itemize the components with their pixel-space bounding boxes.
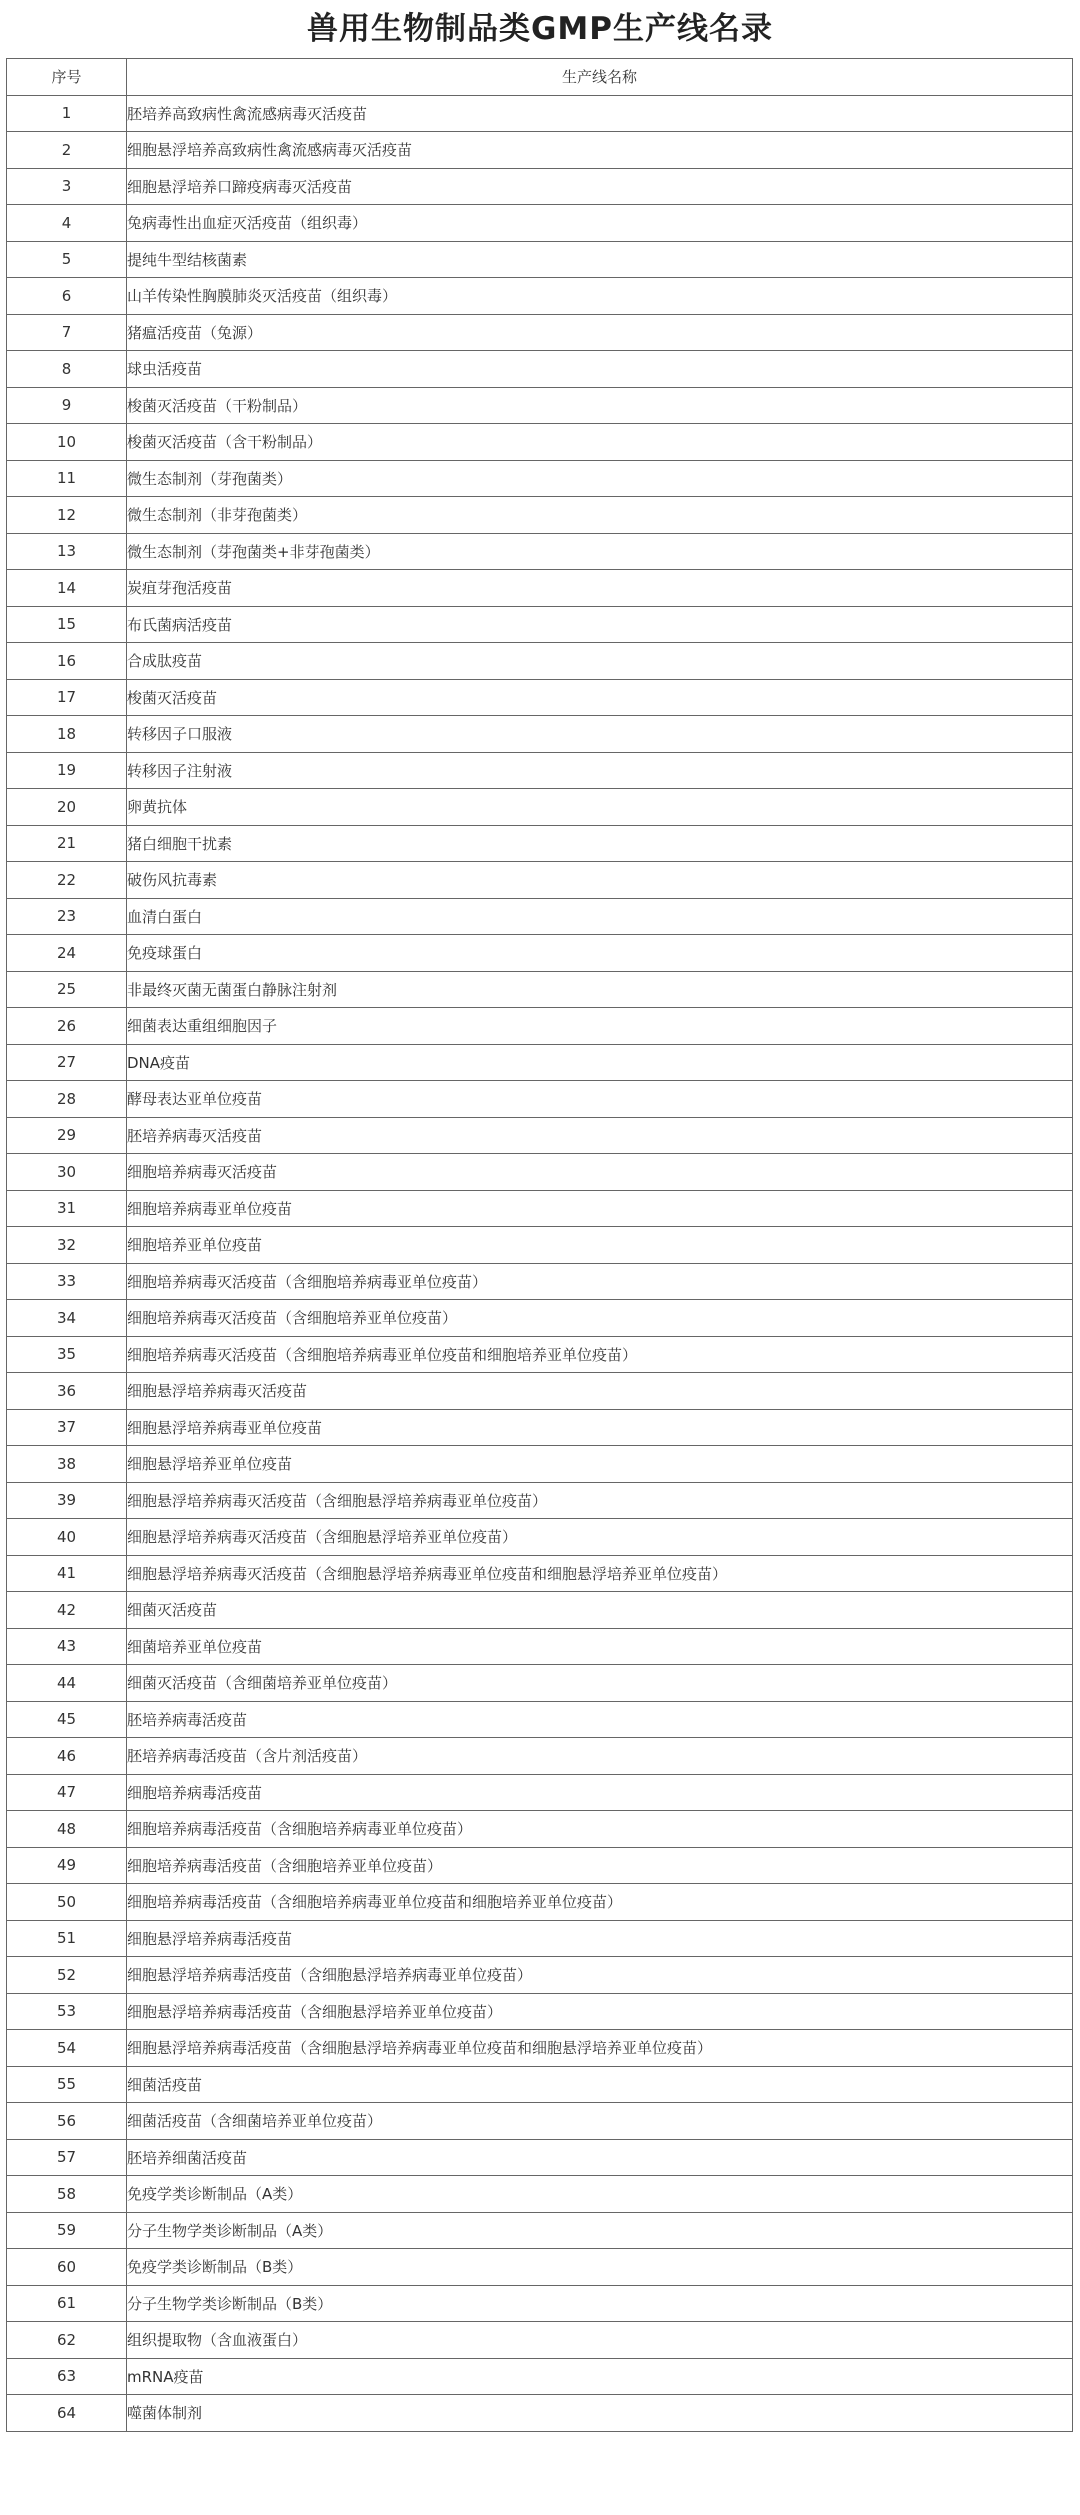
production-line-name-cell: 细胞培养病毒活疫苗（含细胞培养病毒亚单位疫苗和细胞培养亚单位疫苗）: [127, 1884, 1073, 1921]
production-line-name-cell: 胚培养病毒活疫苗: [127, 1701, 1073, 1738]
production-line-name-cell: mRNA疫苗: [127, 2358, 1073, 2395]
serial-number-cell: 27: [7, 1044, 127, 1081]
production-line-name-cell: 分子生物学类诊断制品（B类）: [127, 2285, 1073, 2322]
table-row: [7, 2285, 1073, 2322]
production-line-name-cell: 噬菌体制剂: [127, 2395, 1073, 2432]
table-row: [7, 2139, 1073, 2176]
production-line-name-cell: 山羊传染性胸膜肺炎灭活疫苗（组织毒）: [127, 278, 1073, 315]
production-line-name-cell: 细胞悬浮培养病毒活疫苗（含细胞悬浮培养亚单位疫苗）: [127, 1993, 1073, 2030]
serial-number-cell: 29: [7, 1117, 127, 1154]
table-row: [7, 606, 1073, 643]
serial-number-cell: 2: [7, 132, 127, 169]
production-line-name-cell: 细胞悬浮培养病毒活疫苗（含细胞悬浮培养病毒亚单位疫苗）: [127, 1957, 1073, 1994]
table-row: [7, 2212, 1073, 2249]
serial-number-cell: 54: [7, 2030, 127, 2067]
production-line-name-cell: 免疫球蛋白: [127, 935, 1073, 972]
serial-number-cell: 5: [7, 241, 127, 278]
table-row: [7, 1081, 1073, 1118]
production-line-name-cell: 炭疽芽孢活疫苗: [127, 570, 1073, 607]
production-line-name-cell: 胚培养病毒灭活疫苗: [127, 1117, 1073, 1154]
serial-number-cell: 55: [7, 2066, 127, 2103]
production-line-name-cell: 免疫学类诊断制品（A类）: [127, 2176, 1073, 2213]
serial-number-cell: 36: [7, 1373, 127, 1410]
production-line-name-cell: 细菌活疫苗（含细菌培养亚单位疫苗）: [127, 2103, 1073, 2140]
serial-number-cell: 47: [7, 1774, 127, 1811]
production-line-name-cell: 免疫学类诊断制品（B类）: [127, 2249, 1073, 2286]
table-header-row: [7, 59, 1073, 96]
serial-number-cell: 23: [7, 898, 127, 935]
production-line-name-cell: 细菌灭活疫苗（含细菌培养亚单位疫苗）: [127, 1665, 1073, 1702]
table-row: [7, 1811, 1073, 1848]
table-row: [7, 1701, 1073, 1738]
serial-number-cell: 63: [7, 2358, 127, 2395]
table-row: [7, 2176, 1073, 2213]
production-line-name-cell: 细胞培养病毒亚单位疫苗: [127, 1190, 1073, 1227]
table-row: [7, 789, 1073, 826]
table-row: [7, 1665, 1073, 1702]
serial-number-cell: 35: [7, 1336, 127, 1373]
table-row: [7, 1957, 1073, 1994]
production-line-name-cell: 细胞悬浮培养病毒灭活疫苗: [127, 1373, 1073, 1410]
serial-number-cell: 3: [7, 168, 127, 205]
serial-number-cell: 17: [7, 679, 127, 716]
serial-number-cell: 20: [7, 789, 127, 826]
table-row: [7, 278, 1073, 315]
serial-number-cell: 6: [7, 278, 127, 315]
production-line-name-cell: 细菌灭活疫苗: [127, 1592, 1073, 1629]
production-line-name-cell: 细胞悬浮培养亚单位疫苗: [127, 1446, 1073, 1483]
serial-number-cell: 52: [7, 1957, 127, 1994]
production-line-name-cell: 胚培养病毒活疫苗（含片剂活疫苗）: [127, 1738, 1073, 1775]
serial-number-cell: 12: [7, 497, 127, 534]
table-row: [7, 1117, 1073, 1154]
production-line-name-cell: 细胞悬浮培养病毒灭活疫苗（含细胞悬浮培养病毒亚单位疫苗）: [127, 1482, 1073, 1519]
serial-number-cell: 9: [7, 387, 127, 424]
table-row: [7, 351, 1073, 388]
production-line-name-cell: 细胞悬浮培养病毒灭活疫苗（含细胞悬浮培养病毒亚单位疫苗和细胞悬浮培养亚单位疫苗）: [127, 1555, 1073, 1592]
serial-number-cell: 48: [7, 1811, 127, 1848]
serial-number-cell: 41: [7, 1555, 127, 1592]
table-row: [7, 1300, 1073, 1337]
production-line-name-cell: 细胞培养病毒活疫苗: [127, 1774, 1073, 1811]
serial-number-cell: 57: [7, 2139, 127, 2176]
serial-number-cell: 49: [7, 1847, 127, 1884]
table-row: [7, 1008, 1073, 1045]
production-line-name-cell: 提纯牛型结核菌素: [127, 241, 1073, 278]
production-line-name-cell: 细胞悬浮培养病毒亚单位疫苗: [127, 1409, 1073, 1446]
serial-number-cell: 24: [7, 935, 127, 972]
table-row: [7, 1738, 1073, 1775]
production-line-name-cell: 细菌培养亚单位疫苗: [127, 1628, 1073, 1665]
serial-number-cell: 22: [7, 862, 127, 899]
serial-number-cell: 53: [7, 1993, 127, 2030]
production-line-name-cell: 兔病毒性出血症灭活疫苗（组织毒）: [127, 205, 1073, 242]
table-row: [7, 1446, 1073, 1483]
table-row: [7, 168, 1073, 205]
production-line-name-cell: 微生态制剂（芽孢菌类+非芽孢菌类）: [127, 533, 1073, 570]
production-line-name-cell: 胚培养细菌活疫苗: [127, 2139, 1073, 2176]
table-row: [7, 1519, 1073, 1556]
serial-number-cell: 10: [7, 424, 127, 461]
production-line-name-cell: 细菌表达重组细胞因子: [127, 1008, 1073, 1045]
serial-number-cell: 26: [7, 1008, 127, 1045]
table-row: [7, 1555, 1073, 1592]
table-row: [7, 1336, 1073, 1373]
table-row: [7, 1482, 1073, 1519]
serial-number-cell: 46: [7, 1738, 127, 1775]
production-line-name-cell: 梭菌灭活疫苗: [127, 679, 1073, 716]
table-row: [7, 1373, 1073, 1410]
production-line-name-cell: 细胞悬浮培养高致病性禽流感病毒灭活疫苗: [127, 132, 1073, 169]
table-row: [7, 935, 1073, 972]
table-row: [7, 132, 1073, 169]
table-row: [7, 2322, 1073, 2359]
production-line-name-cell: 球虫活疫苗: [127, 351, 1073, 388]
table-row: [7, 1774, 1073, 1811]
production-line-name-cell: 细菌活疫苗: [127, 2066, 1073, 2103]
table-row: [7, 1628, 1073, 1665]
serial-number-cell: 1: [7, 95, 127, 132]
table-row: [7, 533, 1073, 570]
production-line-name-cell: 细胞培养亚单位疫苗: [127, 1227, 1073, 1264]
serial-number-cell: 42: [7, 1592, 127, 1629]
production-line-name-cell: 梭菌灭活疫苗（含干粉制品）: [127, 424, 1073, 461]
serial-number-cell: 61: [7, 2285, 127, 2322]
document-title: 兽用生物制品类GMP生产线名录: [306, 11, 773, 47]
table-row: [7, 570, 1073, 607]
table-row: [7, 971, 1073, 1008]
table-row: [7, 716, 1073, 753]
production-line-name-cell: 细胞悬浮培养病毒活疫苗: [127, 1920, 1073, 1957]
serial-number-cell: 14: [7, 570, 127, 607]
table-row: [7, 205, 1073, 242]
serial-number-cell: 50: [7, 1884, 127, 1921]
header-production-line-name: 生产线名称: [127, 59, 1073, 96]
table-row: [7, 95, 1073, 132]
table-row: [7, 1409, 1073, 1446]
production-line-name-cell: 梭菌灭活疫苗（干粉制品）: [127, 387, 1073, 424]
production-line-name-cell: 细胞培养病毒活疫苗（含细胞培养亚单位疫苗）: [127, 1847, 1073, 1884]
production-line-name-cell: 合成肽疫苗: [127, 643, 1073, 680]
production-line-name-cell: 分子生物学类诊断制品（A类）: [127, 2212, 1073, 2249]
table-row: [7, 460, 1073, 497]
serial-number-cell: 45: [7, 1701, 127, 1738]
production-line-name-cell: 猪白细胞干扰素: [127, 825, 1073, 862]
serial-number-cell: 18: [7, 716, 127, 753]
production-line-name-cell: 胚培养高致病性禽流感病毒灭活疫苗: [127, 95, 1073, 132]
serial-number-cell: 16: [7, 643, 127, 680]
table-row: [7, 1592, 1073, 1629]
serial-number-cell: 34: [7, 1300, 127, 1337]
serial-number-cell: 25: [7, 971, 127, 1008]
production-line-name-cell: 非最终灭菌无菌蛋白静脉注射剂: [127, 971, 1073, 1008]
serial-number-cell: 60: [7, 2249, 127, 2286]
serial-number-cell: 11: [7, 460, 127, 497]
production-line-name-cell: 细胞培养病毒活疫苗（含细胞培养病毒亚单位疫苗）: [127, 1811, 1073, 1848]
table-row: [7, 1884, 1073, 1921]
table-row: [7, 2249, 1073, 2286]
table-row: [7, 1044, 1073, 1081]
table-row: [7, 898, 1073, 935]
serial-number-cell: 39: [7, 1482, 127, 1519]
table-row: [7, 752, 1073, 789]
production-line-name-cell: 细胞培养病毒灭活疫苗（含细胞培养病毒亚单位疫苗和细胞培养亚单位疫苗）: [127, 1336, 1073, 1373]
table-row: [7, 387, 1073, 424]
serial-number-cell: 38: [7, 1446, 127, 1483]
table-row: [7, 1920, 1073, 1957]
table-row: [7, 643, 1073, 680]
serial-number-cell: 58: [7, 2176, 127, 2213]
serial-number-cell: 44: [7, 1665, 127, 1702]
production-line-name-cell: 细胞悬浮培养口蹄疫病毒灭活疫苗: [127, 168, 1073, 205]
table-row: [7, 2066, 1073, 2103]
production-line-name-cell: 细胞培养病毒灭活疫苗（含细胞培养病毒亚单位疫苗）: [127, 1263, 1073, 1300]
serial-number-cell: 32: [7, 1227, 127, 1264]
table-row: [7, 1993, 1073, 2030]
header-serial-number: 序号: [7, 59, 127, 96]
serial-number-cell: 51: [7, 1920, 127, 1957]
production-line-name-cell: 血清白蛋白: [127, 898, 1073, 935]
table-row: [7, 825, 1073, 862]
table-row: [7, 241, 1073, 278]
gmp-production-line-table: [6, 58, 1073, 2432]
production-line-name-cell: 细胞培养病毒灭活疫苗（含细胞培养亚单位疫苗）: [127, 1300, 1073, 1337]
serial-number-cell: 31: [7, 1190, 127, 1227]
production-line-name-cell: 组织提取物（含血液蛋白）: [127, 2322, 1073, 2359]
production-line-name-cell: 猪瘟活疫苗（兔源）: [127, 314, 1073, 351]
serial-number-cell: 62: [7, 2322, 127, 2359]
serial-number-cell: 15: [7, 606, 127, 643]
production-line-name-cell: 微生态制剂（芽孢菌类）: [127, 460, 1073, 497]
table-row: [7, 1154, 1073, 1191]
serial-number-cell: 4: [7, 205, 127, 242]
serial-number-cell: 33: [7, 1263, 127, 1300]
table-row: [7, 1847, 1073, 1884]
table-row: [7, 2030, 1073, 2067]
serial-number-cell: 56: [7, 2103, 127, 2140]
serial-number-cell: 43: [7, 1628, 127, 1665]
production-line-name-cell: DNA疫苗: [127, 1044, 1073, 1081]
serial-number-cell: 19: [7, 752, 127, 789]
production-line-name-cell: 布氏菌病活疫苗: [127, 606, 1073, 643]
table-row: [7, 1227, 1073, 1264]
serial-number-cell: 7: [7, 314, 127, 351]
table-body: [7, 95, 1073, 2431]
production-line-name-cell: 细胞培养病毒灭活疫苗: [127, 1154, 1073, 1191]
serial-number-cell: 28: [7, 1081, 127, 1118]
table-row: [7, 2103, 1073, 2140]
production-line-name-cell: 酵母表达亚单位疫苗: [127, 1081, 1073, 1118]
table-row: [7, 424, 1073, 461]
serial-number-cell: 64: [7, 2395, 127, 2432]
table-row: [7, 1263, 1073, 1300]
serial-number-cell: 37: [7, 1409, 127, 1446]
table-row: [7, 2358, 1073, 2395]
production-line-name-cell: 转移因子口服液: [127, 716, 1073, 753]
table-row: [7, 497, 1073, 534]
serial-number-cell: 59: [7, 2212, 127, 2249]
production-line-name-cell: 微生态制剂（非芽孢菌类）: [127, 497, 1073, 534]
production-line-name-cell: 卵黄抗体: [127, 789, 1073, 826]
production-line-name-cell: 细胞悬浮培养病毒灭活疫苗（含细胞悬浮培养亚单位疫苗）: [127, 1519, 1073, 1556]
serial-number-cell: 13: [7, 533, 127, 570]
serial-number-cell: 40: [7, 1519, 127, 1556]
table-row: [7, 679, 1073, 716]
serial-number-cell: 30: [7, 1154, 127, 1191]
production-line-name-cell: 转移因子注射液: [127, 752, 1073, 789]
table-row: [7, 2395, 1073, 2432]
serial-number-cell: 8: [7, 351, 127, 388]
serial-number-cell: 21: [7, 825, 127, 862]
table-row: [7, 314, 1073, 351]
table-row: [7, 862, 1073, 899]
table-row: [7, 1190, 1073, 1227]
production-line-name-cell: 破伤风抗毒素: [127, 862, 1073, 899]
production-line-name-cell: 细胞悬浮培养病毒活疫苗（含细胞悬浮培养病毒亚单位疫苗和细胞悬浮培养亚单位疫苗）: [127, 2030, 1073, 2067]
